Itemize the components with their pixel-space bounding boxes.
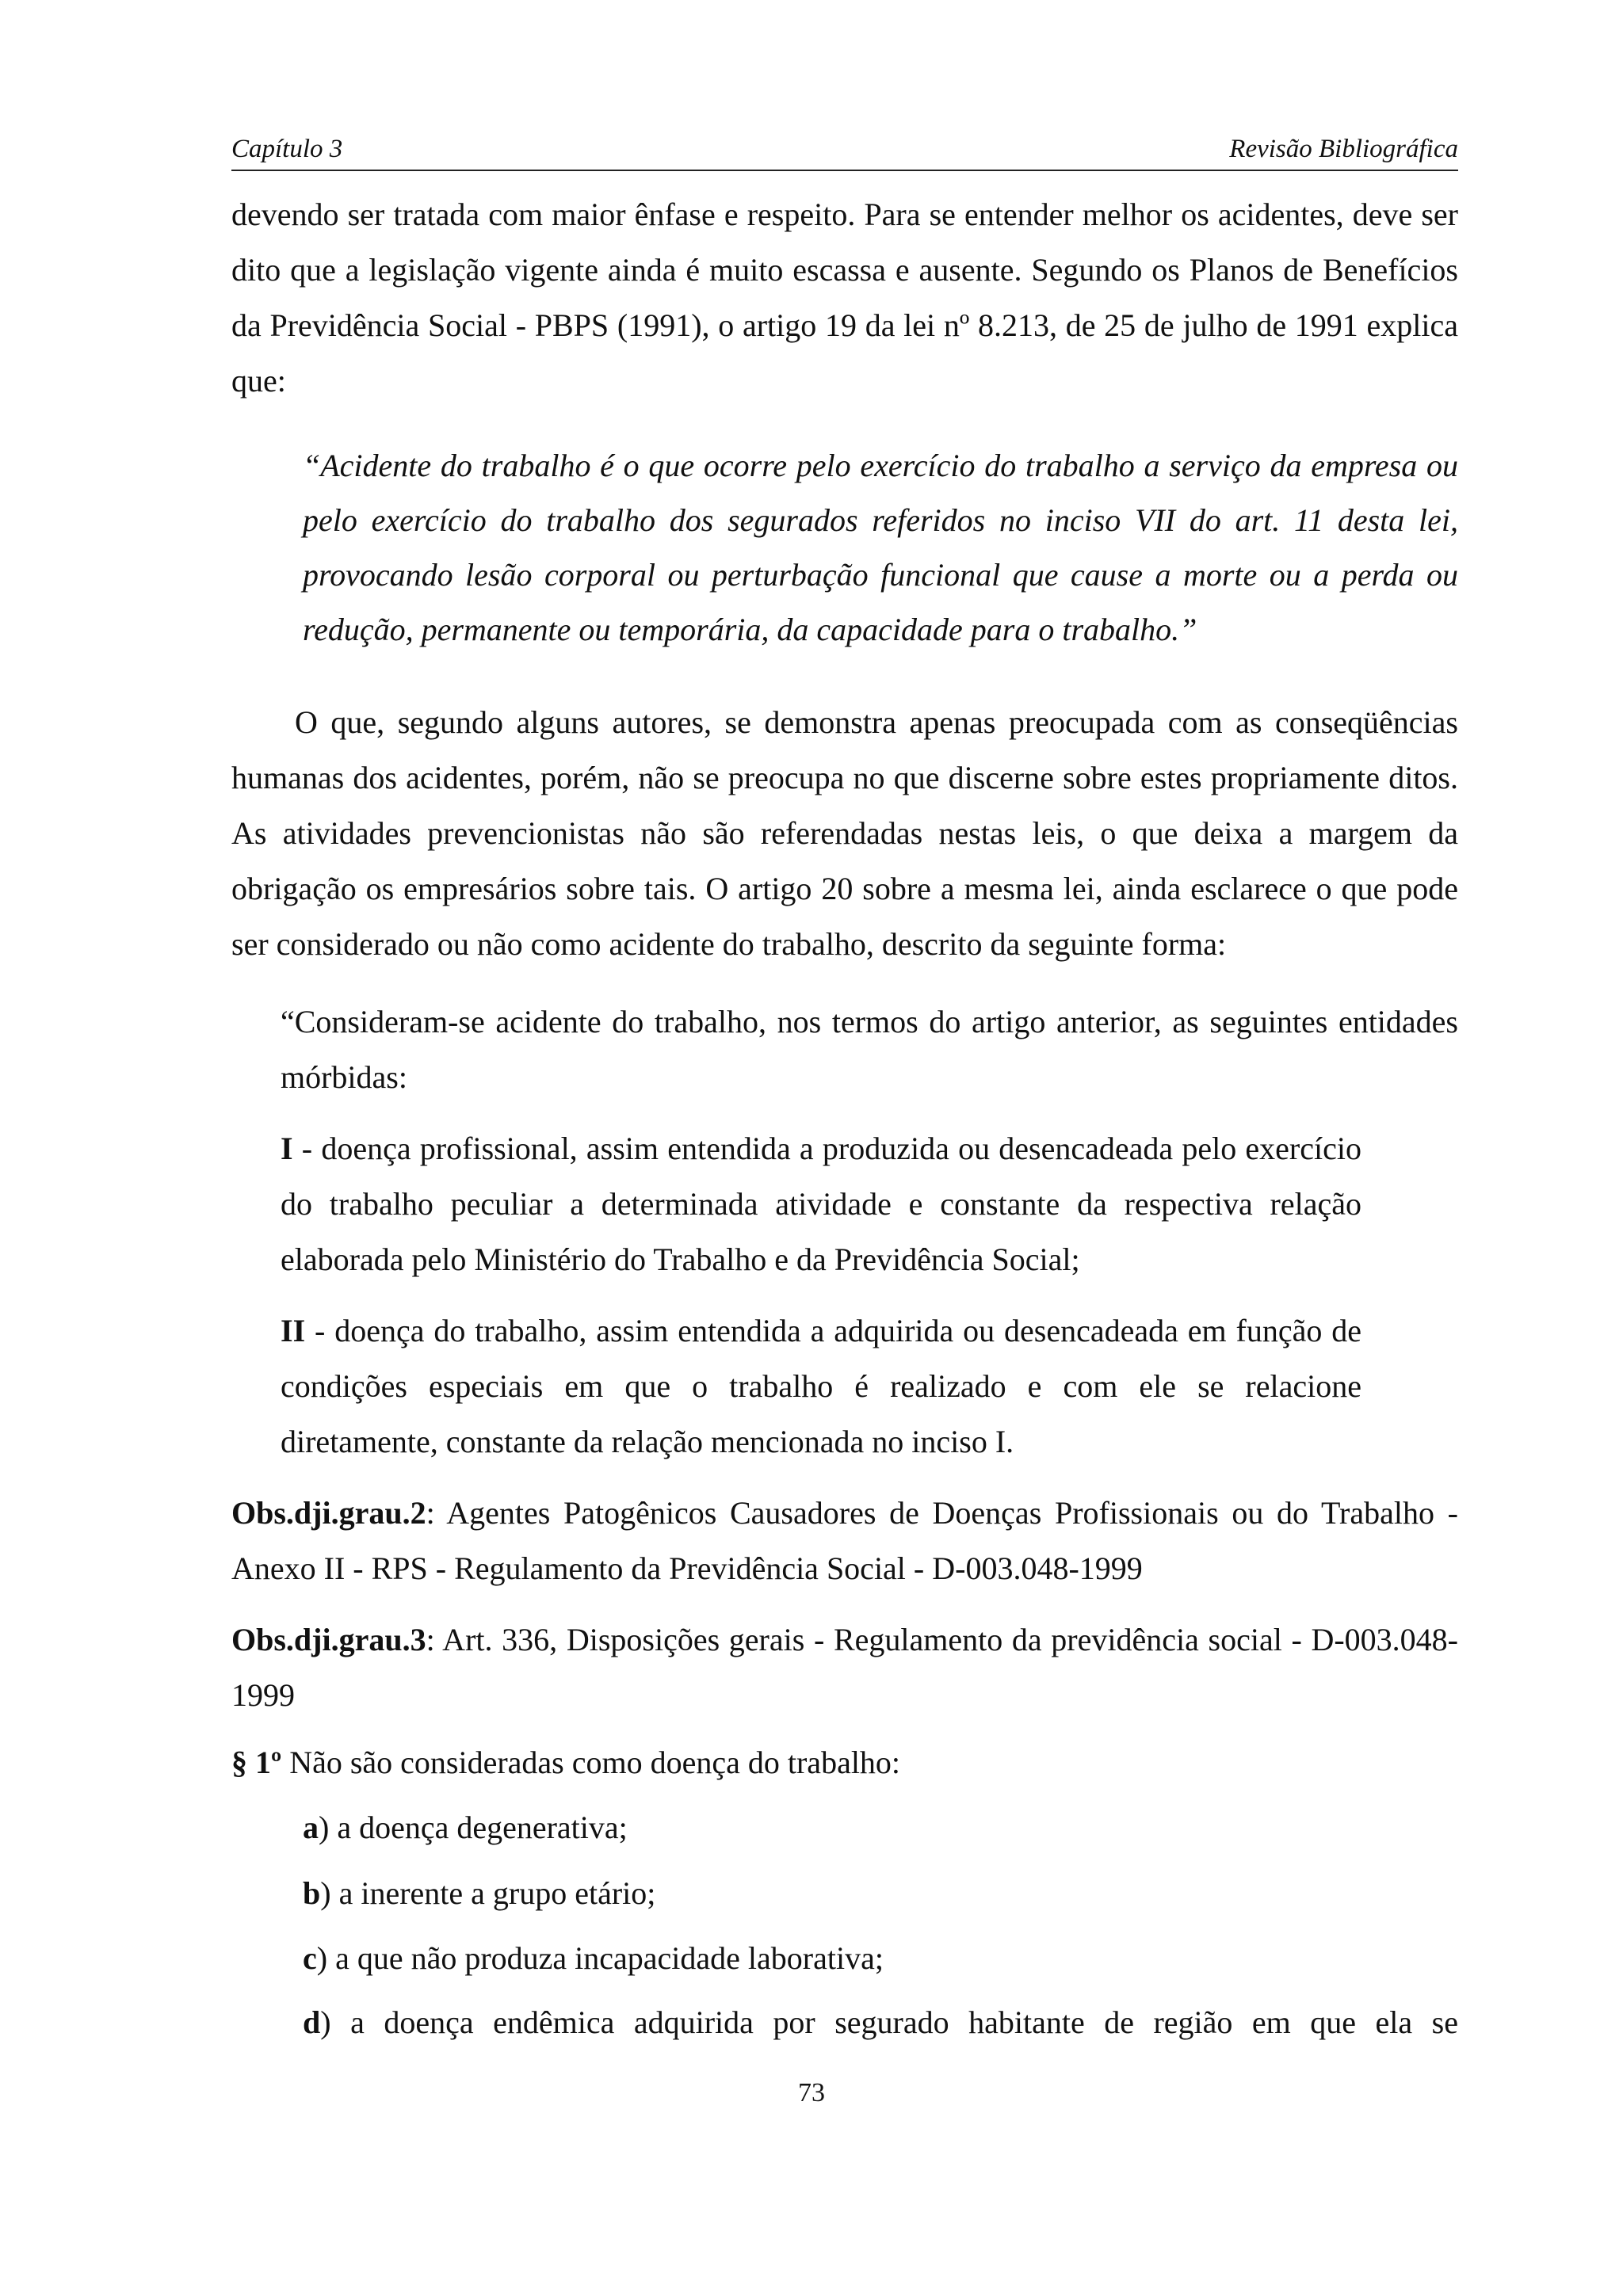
observation-text: : Art. 336, Disposições gerais - Regulamento da previdência social - D-003.048-1999 [231,1622,1458,1713]
item-marker: II [281,1313,306,1348]
page-number: 73 [798,2078,825,2107]
subitem-a [303,1800,1458,1855]
law-quote-article-20-intro: “Consideram-se acidente do trabalho, nos termos do artigo anterior, as seguintes entidades mórbidas: [281,1004,1458,1095]
paragraph-section-1 [231,1735,1458,1791]
paragraph-commentary: O que, segundo alguns autores, se demonstra apenas preocupada com as conseqüências humanas dos acidentes, porém, não se preocupa no que discerne sobre estes propriamente ditos. As atividades prevencionistas não são referendadas nestas leis, o que deixa a margem da obrigação os empresários sobre tais. O artigo 20 sobre a mesma lei, ainda esclarece o que pode ser considerado ou não como acidente do trabalho, descrito da seguinte forma: [231,704,1458,962]
paragraph-intro: devendo ser tratada com maior ênfase e respeito. Para se entender melhor os acidentes, deve ser dito que a legislação vigente ainda é muito escassa e ausente. Segundo os Planos de Benefícios da Previdência Social - PBPS (1991), o artigo 19 da lei nº 8.213, de 25 de julho de 1991 explica que: [231,196,1458,399]
section-symbol: § 1º [231,1745,282,1780]
item-marker: I [281,1131,293,1166]
subitem-marker: b [303,1875,321,1911]
item-text: - doença do trabalho, assim entendida a adquirida ou desencadeada em função de condições especiais em que o trabalho é realizado e com ele se relacione diretamente, constante da relação mencionada no inciso I. [281,1313,1361,1459]
observation-label: Obs.dji.grau.3 [231,1622,426,1657]
subitem-marker: c [303,1940,317,1976]
subitem-d [303,1995,1458,2050]
observation-grau-2 [231,1486,1458,1596]
observation-label: Obs.dji.grau.2 [231,1495,426,1531]
list-item-inciso-ii [281,1303,1361,1470]
item-text: - doença profissional, assim entendida a produzida ou desencadeada pelo exercício do trabalho peculiar a determinada atividade e constante da respectiva relação elaborada pelo Ministério do Trabalho e da Previdência Social; [281,1131,1361,1277]
subitem-b [303,1866,1458,1921]
subitem-text: ) a doença endêmica adquirida por segurado habitante de região em que ela se [320,2004,1458,2040]
observation-text: : Agentes Patogênicos Causadores de Doenças Profissionais ou do Trabalho - Anexo II - RPS - Regulamento da Previdência Social - D-003.048-1999 [231,1495,1458,1586]
subitem-text: ) a que não produza incapacidade laborativa; [316,1940,884,1976]
subitem-marker: d [303,2004,321,2040]
subitem-c [303,1931,1458,1986]
list-item-inciso-i [281,1121,1361,1287]
subitem-text: ) a doença degenerativa; [319,1810,628,1845]
law-quote-article-19: “Acidente do trabalho é o que ocorre pelo exercício do trabalho a serviço da empresa ou pelo exercício do trabalho dos segurados referidos no inciso VII do art. 11 desta lei, provocando lesão corporal ou perturbação funcional que cause a morte ou a perda ou redução, permanente ou temporária, da capacidade para o trabalho.” [303,448,1458,647]
page-header [231,135,1458,171]
section-label: Revisão Bibliográfica [1229,135,1458,163]
subitem-text: ) a inerente a grupo etário; [320,1875,656,1911]
chapter-label: Capítulo 3 [231,135,343,163]
subitem-marker: a [303,1810,319,1845]
observation-grau-3 [231,1612,1458,1723]
section-text: Não são consideradas como doença do trabalho: [281,1745,901,1780]
